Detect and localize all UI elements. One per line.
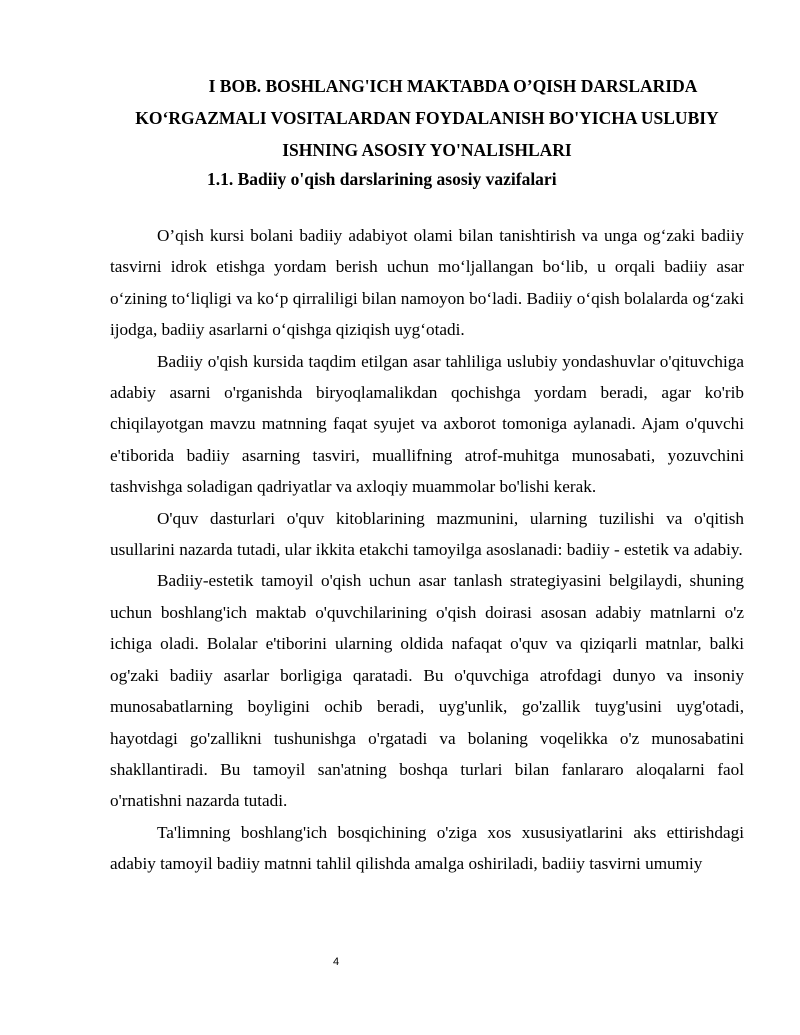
chapter-heading-line-2: KO‘RGAZMALI VOSITALARDAN FOYDALANISH BO'YICHA USLUBIY	[135, 108, 719, 128]
chapter-heading-line-1: I BOB. BOSHLANG'ICH MAKTABDA O’QISH DARSLARIDA	[208, 76, 698, 96]
paragraph: Badiiy-estetik tamoyil o'qish uchun asar tanlash strategiyasini belgilaydi, shuning uchun boshlang'ich maktab o'quvchilarining o'qish doirasi asosan adabiy matnlarni o'z ichiga oladi. Bolalar e'tiborini ularning oldida nafaqat o'quv va qiziqarli matnlar, balki og'zaki badiiy asarlar borligiga qaratadi. Bu o'quvchiga atrofdagi dunyo va insoniy munosabatlarning boyligini ochib beradi, uyg'unlik, go'zallik tuyg'usini uyg'otadi, hayotdagi go'zallikni tushunishga o'rgatadi va bolaning voqelikka o'z munosabatini shakllantiradi. Bu tamoyil san'atning boshqa turlari bilan fanlararo aloqalarni faol o'rnatishni nazarda tutadi.	[110, 571, 744, 811]
paragraph: Badiiy o'qish kursida taqdim etilgan asar tahliliga uslubiy yondashuvlar o'qituvchiga adabiy asarni o'rganishda biryoqlamalikdan qochishga yordam beradi, agar ko'rib chiqilayotgan mavzu matnning faqat syujet va axborot tomoniga aylanadi. Ajam o'quvchi e'tiborida badiiy asarning tasviri, muallifning atrof-muhitga munosabati, yozuvchini tashvishga soladigan qadriyatlar va axloqiy muammolar bo'lishi kerak.	[110, 351, 744, 497]
body-text	[110, 220, 744, 880]
section-heading: 1.1. Badiiy o'qish darslarining asosiy vazifalari	[207, 169, 557, 189]
page-number: 4	[332, 956, 340, 968]
chapter-heading	[110, 70, 744, 166]
chapter-heading-line-3: ISHNING ASOSIY YO'NALISHLARI	[282, 140, 572, 160]
paragraph: O'quv dasturlari o'quv kitoblarining mazmunini, ularning tuzilishi va o'qitish usullarini nazarda tutadi, ular ikkita etakchi tamoyilga asoslanadi: badiiy - estetik va adabiy.	[110, 508, 744, 560]
paragraph: O’qish kursi bolani badiiy adabiyot olami bilan tanishtirish va unga og‘zaki badiiy tasvirni idrok etishga yordam berish uchun mo‘ljallangan bo‘lib, u orqali badiiy asar o‘zining to‘liqligi va ko‘p qirraliligi bilan namoyon bo‘ladi. Badiiy o‘qish bolalarda og‘zaki ijodga, badiiy asarlarni o‘qishga qiziqish uyg‘otadi.	[110, 226, 744, 340]
paragraph: Ta'limning boshlang'ich bosqichining o'ziga xos xususiyatlarini aks ettirishdagi adabiy tamoyil badiiy matnni tahlil qilishda amalga oshiriladi, badiiy tasvirni umumiy	[110, 822, 744, 874]
